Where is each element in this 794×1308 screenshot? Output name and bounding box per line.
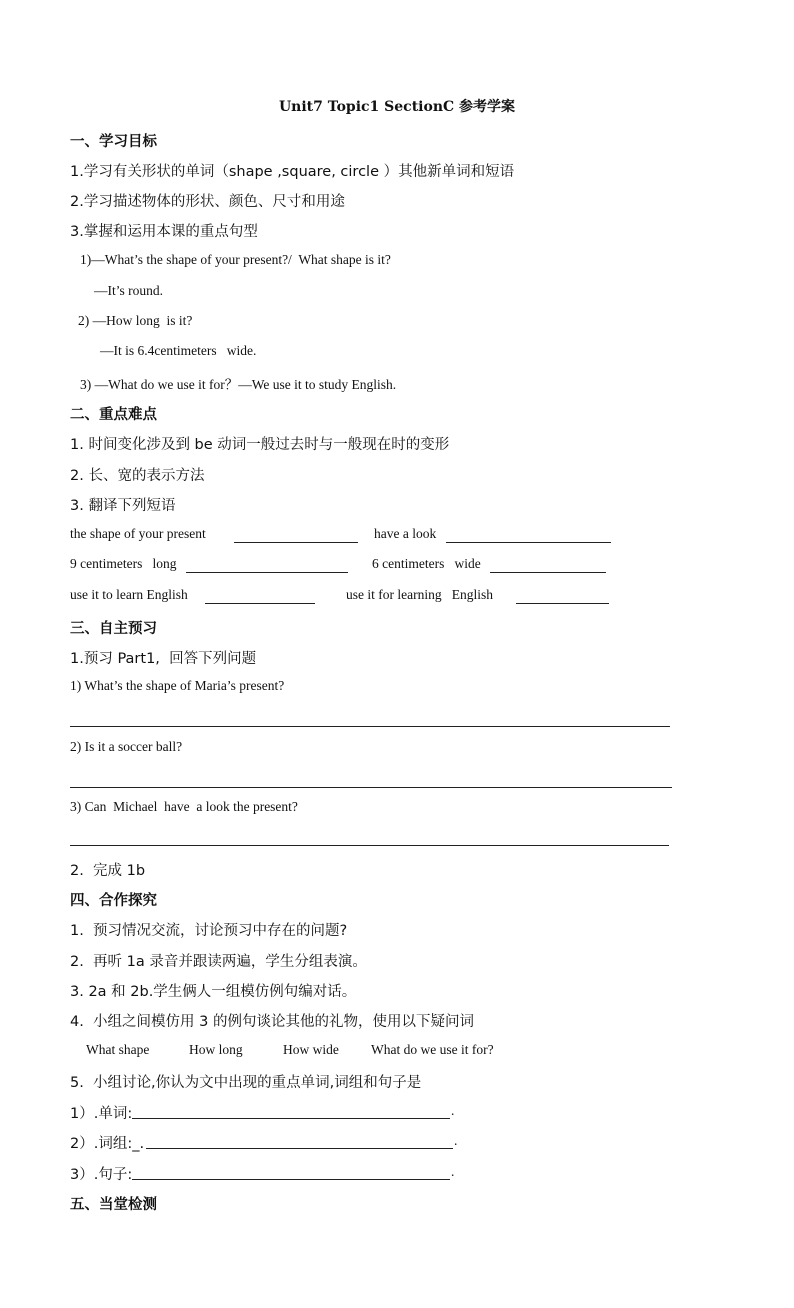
fill-words-blank[interactable] bbox=[132, 1118, 450, 1119]
fill-sentences-blank[interactable] bbox=[132, 1179, 450, 1180]
pattern-2-answer: —It is 6.4centimeters wide. bbox=[100, 343, 257, 358]
answer-line[interactable] bbox=[70, 726, 670, 727]
answer-blank[interactable] bbox=[205, 603, 315, 604]
question-word: How long bbox=[189, 1042, 243, 1057]
key-point-1: 1. 时间变化涉及到 be 动词一般过去时与一般现在时的变形 bbox=[70, 437, 450, 453]
section-heading-preview: 三、自主预习 bbox=[70, 621, 157, 637]
key-point-2: 2. 长、宽的表示方法 bbox=[70, 468, 205, 484]
cooperation-item-3: 3. 2a 和 2b.学生俩人一组模仿例句编对话。 bbox=[70, 984, 357, 1000]
answer-blank[interactable] bbox=[490, 572, 606, 573]
phrase-label: 6 centimeters wide bbox=[372, 556, 481, 571]
goal-2: 2.学习描述物体的形状、颜色、尺寸和用途 bbox=[70, 194, 345, 210]
cooperation-item-2: 2. 再听 1a 录音并跟读两遍，学生分组表演。 bbox=[70, 954, 367, 970]
section-heading-goals: 一、学习目标 bbox=[70, 134, 157, 150]
question-word: What shape bbox=[86, 1042, 150, 1057]
fill-phrases-blank[interactable] bbox=[146, 1148, 453, 1149]
cooperation-item-1: 1. 预习情况交流，讨论预习中存在的问题? bbox=[70, 923, 348, 939]
answer-blank[interactable] bbox=[186, 572, 348, 573]
answer-blank[interactable] bbox=[446, 542, 611, 543]
question-word: What do we use it for? bbox=[371, 1042, 494, 1057]
preview-intro: 1.预习 Part1, 回答下列问题 bbox=[70, 651, 257, 667]
answer-blank[interactable] bbox=[516, 603, 609, 604]
pattern-2-question: 2) —How long is it? bbox=[78, 313, 193, 328]
cooperation-item-5: 5. 小组讨论,你认为文中出现的重点单词,词组和句子是 bbox=[70, 1075, 422, 1091]
preview-question-3: 3) Can Michael have a look the present? bbox=[70, 799, 298, 814]
key-point-3: 3. 翻译下列短语 bbox=[70, 498, 176, 514]
pattern-1-answer: —It’s round. bbox=[94, 283, 163, 298]
fill-sentences-label: 3）.句子: bbox=[70, 1167, 133, 1183]
phrase-label: the shape of your present bbox=[70, 526, 206, 541]
pattern-1-question: 1)—What’s the shape of your present?/ What shape is it? bbox=[80, 252, 391, 267]
phrase-label: use it to learn English bbox=[70, 587, 188, 602]
fill-phrases-label: 2）.词组:_. bbox=[70, 1136, 145, 1152]
cooperation-item-4: 4. 小组之间模仿用 3 的例句谈论其他的礼物，使用以下疑问词 bbox=[70, 1014, 474, 1030]
phrase-label: have a look bbox=[374, 526, 437, 541]
goal-3: 3.掌握和运用本课的重点句型 bbox=[70, 224, 258, 240]
preview-question-2: 2) Is it a soccer ball? bbox=[70, 739, 183, 754]
goal-1: 1.学习有关形状的单词（shape ,square, circle ）其他新单词和短语 bbox=[70, 164, 515, 180]
page-title: Unit7 Topic1 SectionC 参考学案 bbox=[278, 99, 516, 115]
end-dot: . bbox=[454, 1133, 458, 1148]
phrase-label: use it for learning English bbox=[346, 587, 493, 602]
phrase-label: 9 centimeters long bbox=[70, 556, 177, 571]
answer-line[interactable] bbox=[70, 845, 669, 846]
section-heading-key-points: 二、重点难点 bbox=[70, 407, 157, 423]
preview-question-1: 1) What’s the shape of Maria’s present? bbox=[70, 678, 285, 693]
pattern-3: 3) —What do we use it for？—We use it to study English. bbox=[80, 377, 397, 392]
section-heading-cooperation: 四、合作探究 bbox=[70, 893, 157, 909]
end-dot: . bbox=[451, 1103, 455, 1118]
preview-item-2: 2. 完成 1b bbox=[70, 863, 146, 879]
question-word: How wide bbox=[283, 1042, 339, 1057]
answer-blank[interactable] bbox=[234, 542, 358, 543]
fill-words-label: 1）.单词: bbox=[70, 1106, 133, 1122]
answer-line[interactable] bbox=[70, 787, 672, 788]
section-heading-test: 五、当堂检测 bbox=[70, 1197, 157, 1213]
end-dot: . bbox=[451, 1164, 455, 1179]
